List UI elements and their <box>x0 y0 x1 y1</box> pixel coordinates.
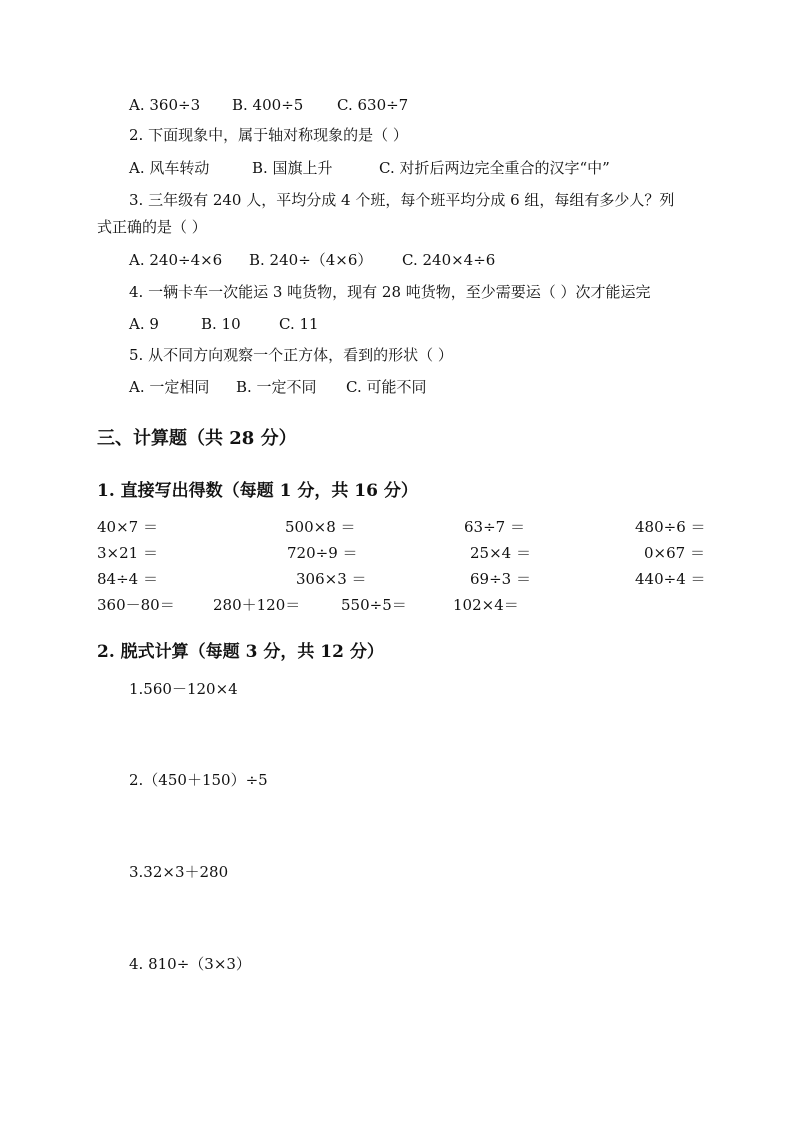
q4-stem: 4. 一辆卡车一次能运 3 吨货物，现有 28 吨货物，至少需要运（ ）次才能运完 <box>129 283 651 301</box>
stepwise-calc-item: 3.32×3＋280 <box>129 863 229 881</box>
oral-calc-item: 360－80＝ <box>97 596 175 614</box>
oral-calc-item: 102×4＝ <box>453 596 519 614</box>
q2-option-a: A. 风车转动 <box>129 159 210 177</box>
q5-stem: 5. 从不同方向观察一个正方体，看到的形状（ ） <box>129 346 453 364</box>
q5-option-b: B. 一定不同 <box>236 378 317 396</box>
stepwise-calc-item: 4. 810÷（3×3） <box>129 955 251 973</box>
q4-option-c: C. 11 <box>279 315 319 333</box>
oral-calc-item: 500×8 ＝ <box>285 518 356 536</box>
q2-option-c: C. 对折后两边完全重合的汉字“中” <box>379 159 610 177</box>
q3-option-a: A. 240÷4×6 <box>129 251 223 269</box>
q3-option-c: C. 240×4÷6 <box>402 251 496 269</box>
oral-calc-item: 0×67 ＝ <box>644 544 705 562</box>
oral-calc-item: 306×3 ＝ <box>296 570 367 588</box>
oral-calc-item: 480÷6 ＝ <box>635 518 706 536</box>
oral-calc-item: 40×7 ＝ <box>97 518 158 536</box>
q2-stem: 2. 下面现象中，属于轴对称现象的是（ ） <box>129 126 408 144</box>
q4-option-b: B. 10 <box>201 315 241 333</box>
oral-calc-item: 3×21 ＝ <box>97 544 158 562</box>
oral-calc-item: 720÷9 ＝ <box>287 544 358 562</box>
q5-option-a: A. 一定相同 <box>129 378 210 396</box>
oral-calc-item: 63÷7 ＝ <box>464 518 525 536</box>
oral-calc-item: 25×4 ＝ <box>470 544 531 562</box>
q3-stem-line1: 3. 三年级有 240 人，平均分成 4 个班，每个班平均分成 6 组，每组有多少人？列 <box>129 191 675 209</box>
q2-option-b: B. 国旗上升 <box>252 159 333 177</box>
q1-option-c: C. 630÷7 <box>337 96 409 114</box>
q5-option-c: C. 可能不同 <box>346 378 427 396</box>
q1-option-a: A. 360÷3 <box>129 96 201 114</box>
oral-calc-item: 440÷4 ＝ <box>635 570 706 588</box>
stepwise-calc-item: 1.560－120×4 <box>129 680 238 698</box>
part2-title: 2. 脱式计算（每题 3 分，共 12 分） <box>97 642 384 662</box>
section3-title: 三、计算题（共 28 分） <box>97 428 297 449</box>
oral-calc-item: 280＋120＝ <box>213 596 301 614</box>
oral-calc-item: 69÷3 ＝ <box>470 570 531 588</box>
part1-title: 1. 直接写出得数（每题 1 分，共 16 分） <box>97 481 418 501</box>
q1-option-b: B. 400÷5 <box>232 96 304 114</box>
stepwise-calc-item: 2.（450＋150）÷5 <box>129 771 268 789</box>
q3-option-b: B. 240÷（4×6） <box>249 251 373 269</box>
oral-calc-item: 550÷5＝ <box>341 596 407 614</box>
oral-calc-item: 84÷4 ＝ <box>97 570 158 588</box>
q3-stem-line2: 式正确的是（ ） <box>97 218 207 236</box>
q4-option-a: A. 9 <box>129 315 159 333</box>
